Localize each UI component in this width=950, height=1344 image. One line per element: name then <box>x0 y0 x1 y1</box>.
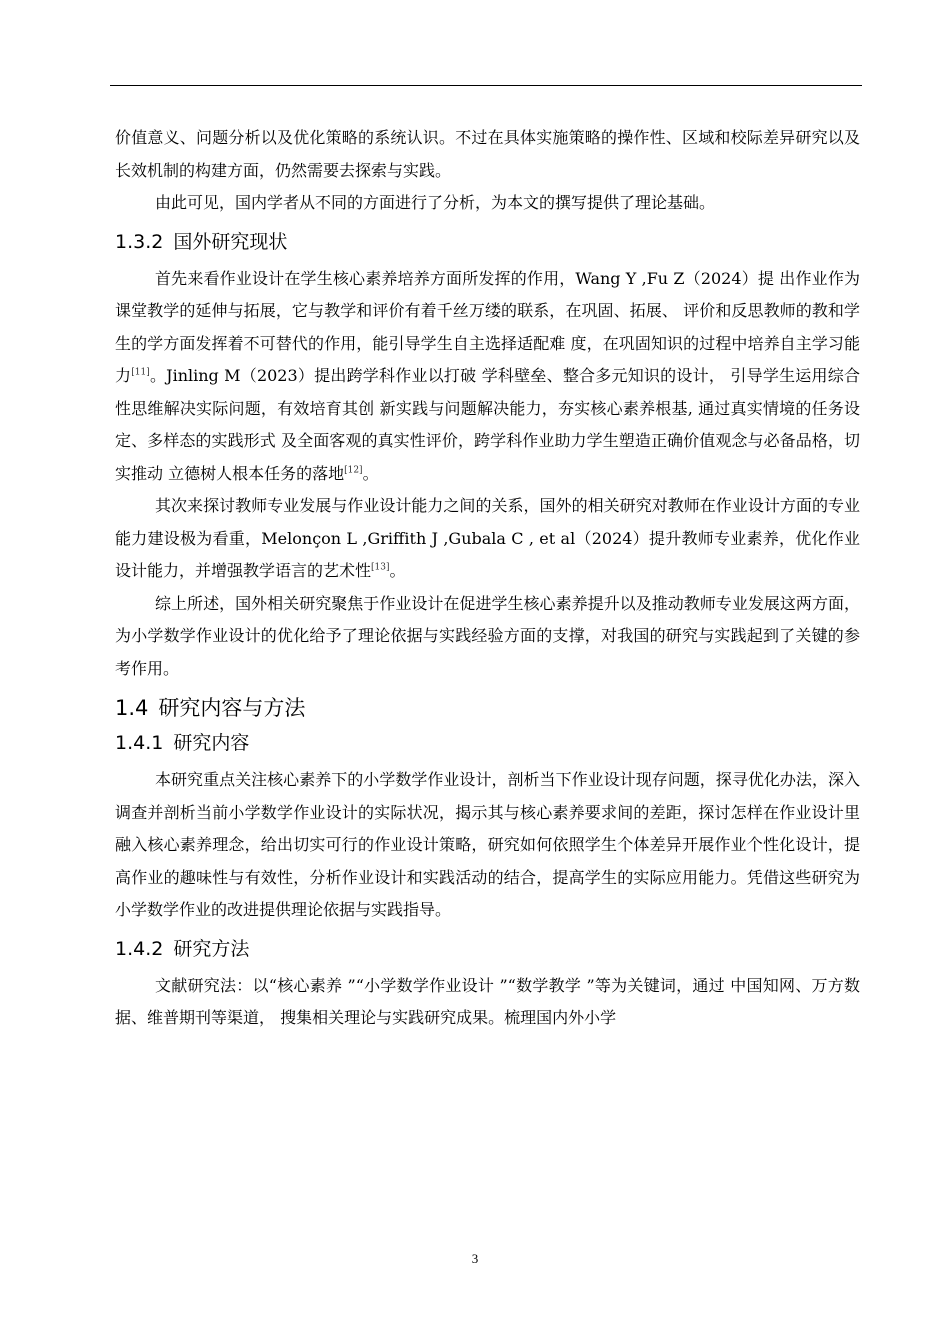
text-run: 。 <box>389 561 406 580</box>
heading-title: 研究内容 <box>173 732 250 754</box>
text-run: 。Jinling M（2023）提出跨学科作业以打破 学科壁垒、整合多元知识的设计， 引导学生运用综合性思维解决实际问题，有效培育其创 新实践与问题解决能力，夯实核心素养根基, 通过真实情境的任务设定、多样态的实践形式 及全面客观的真实性评价，跨学科作业助力学生塑造正确价值观念与必备品格，切实推动 立德树人根本任务的落地 <box>115 366 860 483</box>
heading-number: 1.4.1 <box>115 732 164 754</box>
heading-number: 1.4.2 <box>115 937 164 960</box>
heading-title: 研究内容与方法 <box>158 696 306 720</box>
paragraph-domestic-conclusion: 由此可见，国内学者从不同的方面进行了分析，为本文的撰写提供了理论基础。 <box>155 193 716 212</box>
citation-13: [13] <box>371 562 390 573</box>
paragraph-research-method: 文献研究法：以“核心素养 ”“小学数学作业设计 ”“数学教学 ”等为关键词，通过 中国知网、万方数据、维普期刊等渠道， 搜集相关理论与实践研究成果。梳理国内外小学 <box>115 975 860 1027</box>
document-body <box>115 122 860 1035</box>
heading-1-4-2 <box>115 937 860 961</box>
paragraph-foreign-summary: 综上所述，国外相关研究聚焦于作业设计在促进学生核心素养提升以及推动教师专业发展这两方面，为小学数学作业设计的优化给予了理论依据与实践经验方面的支撑，对我国的研究与实践起到了关键的参考作用。 <box>115 593 860 678</box>
paragraph-foreign-role <box>115 263 860 491</box>
heading-number: 1.4 <box>115 696 149 720</box>
heading-1-4-1 <box>115 731 860 755</box>
header-rule <box>110 85 862 86</box>
citation-12: [12] <box>344 465 363 476</box>
paragraph-foreign-teacher <box>115 490 860 588</box>
paragraph-research-content: 本研究重点关注核心素养下的小学数学作业设计，剖析当下作业设计现存问题，探寻优化办法，深入调查并剖析当前小学数学作业设计的实际状况，揭示其与核心素养要求间的差距，探讨怎样在作业设计里融入核心素养理念，给出切实可行的作业设计策略，研究如何依照学生个体差异开展作业个性化设计，提高作业的趣味性与有效性，分析作业设计和实践活动的结合，提高学生的实际应用能力。凭借这些研究为小学数学作业的改进提供理论依据与实践指导。 <box>115 770 860 919</box>
text-run: 。 <box>362 463 379 483</box>
citation-11: [11] <box>131 367 150 378</box>
heading-title: 国外研究现状 <box>173 230 288 253</box>
text-run: 首先来看作业设计在学生核心素养培养方面所发挥的作用，Wang Y ,Fu Z（2024）提 出作业作为课堂教学的延伸与拓展，它与教学和评价有着千丝万缕的联系，在巩固、拓展、 评价和反思教师的教和学生的学方面发挥着不可替代的作用，能引导学生自主选择适配难 度，在巩固知识的过程中培养自主学习能力 <box>115 268 860 385</box>
heading-number: 1.3.2 <box>115 230 164 253</box>
heading-title: 研究方法 <box>173 937 250 960</box>
heading-1-3-2 <box>115 230 860 254</box>
page-number: 3 <box>471 1251 479 1266</box>
paragraph-domestic-summary: 价值意义、问题分析以及优化策略的系统认识。不过在具体实施策略的操作性、区域和校际差异研究以及长效机制的构建方面，仍然需要去探索与实践。 <box>115 128 860 180</box>
text-run: 其次来探讨教师专业发展与作业设计能力之间的关系，国外的相关研究对教师在作业设计方面的专业能力建设极为看重，Melonçon L ,Griffith J ,Gubala C , et al（2024）提升教师专业素养，优化作业设计能力，并增强教学语言的艺术性 <box>115 496 860 580</box>
heading-1-4 <box>115 695 860 721</box>
